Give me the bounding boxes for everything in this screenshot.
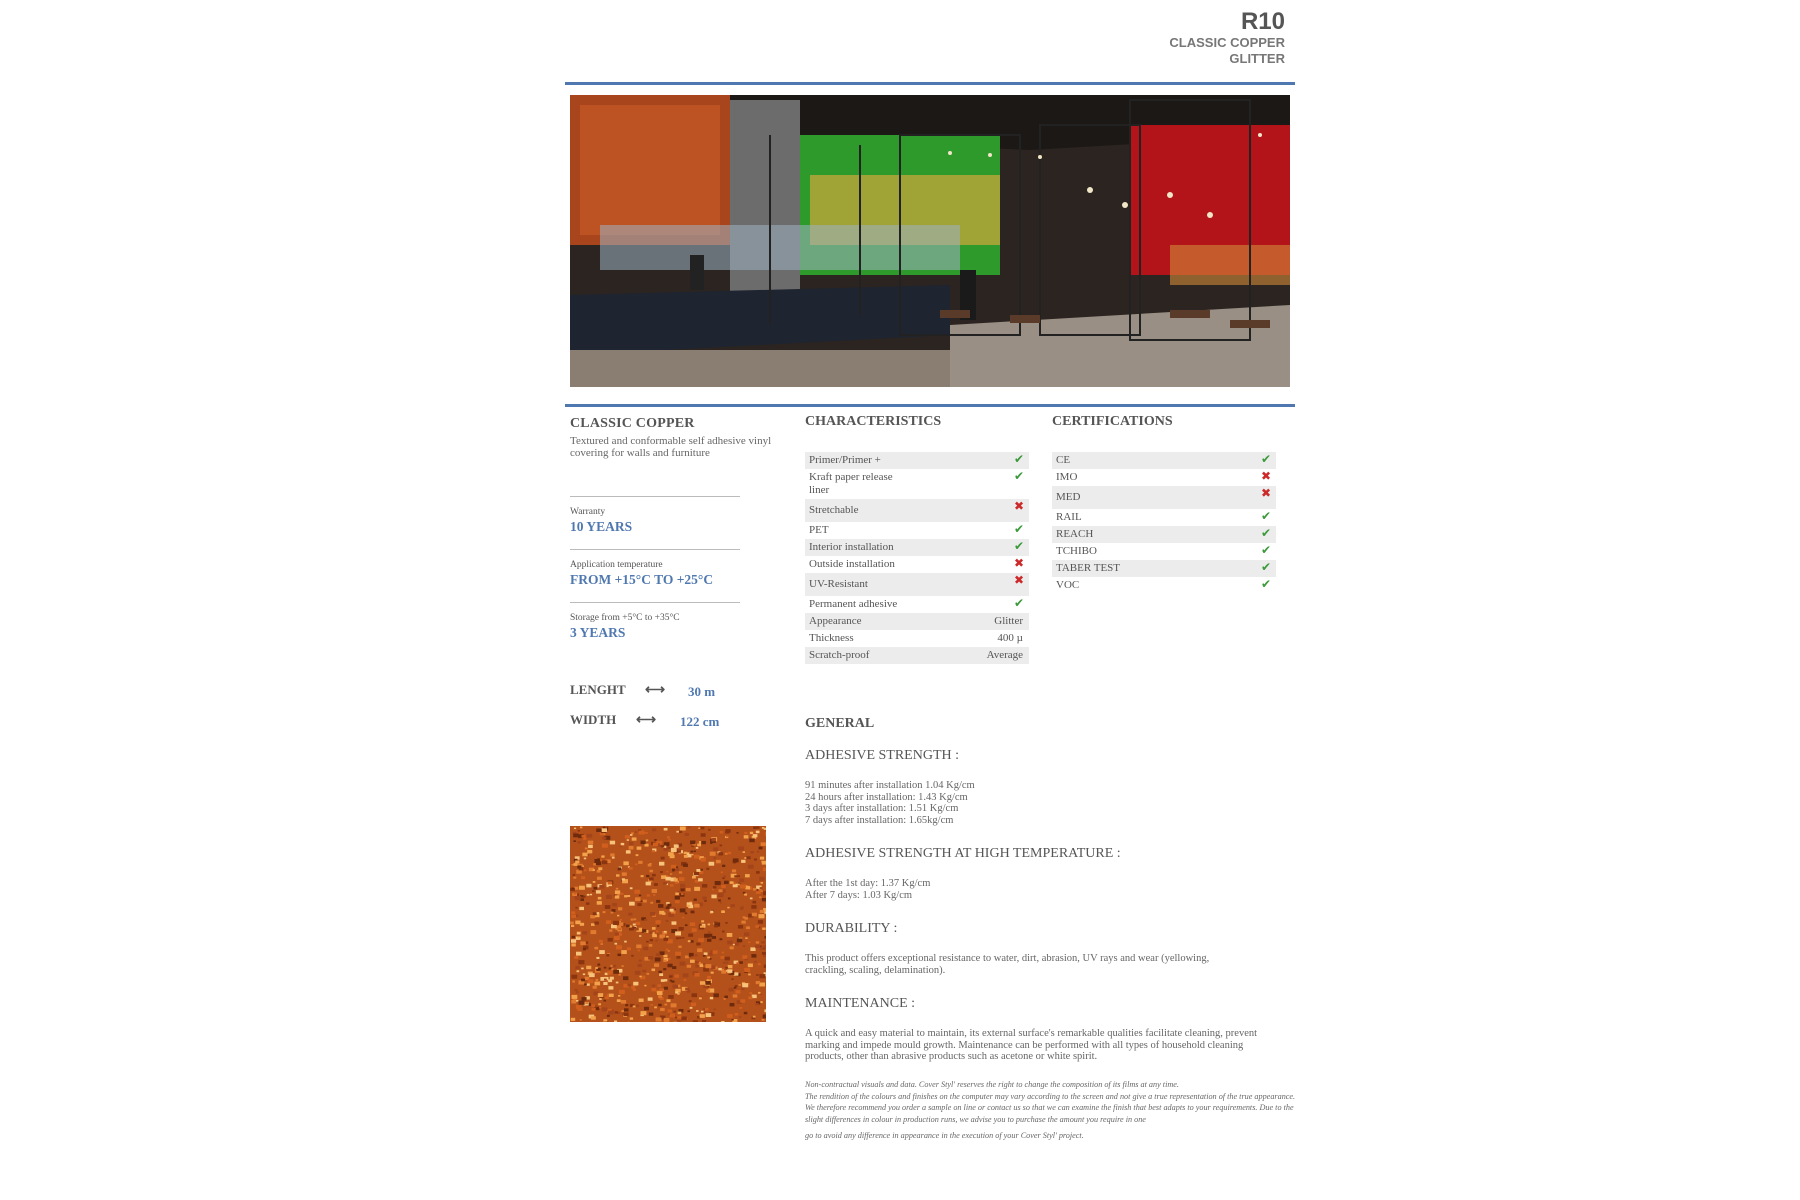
maintenance-title: MAINTENANCE : <box>805 996 916 1011</box>
characteristic-label: Kraft paper release liner <box>809 471 893 496</box>
cross-icon: ✖ <box>1013 573 1024 587</box>
certification-label: CE <box>1056 454 1071 466</box>
certification-row <box>1052 577 1276 594</box>
durability-text: This product offers exceptional resistance to water, dirt, abrasion, UV rays and wear (yellowing, crackling, scaling, delamination). <box>805 953 1210 976</box>
characteristic-label: Interior installation <box>809 541 894 553</box>
double-arrow-icon: ⟷ <box>636 713 657 728</box>
product-name-header <box>1135 35 1285 67</box>
maintenance-text: A quick and easy material to maintain, its external surface's remarkable qualities facilitate cleaning, prevent marking and impede mould growth. Maintenance can be performed with all types of household cleaning products, other than abrasive products such as acetone or white spirit. <box>805 1028 1258 1062</box>
warranty-value: 10 YEARS <box>570 519 633 534</box>
characteristic-label: Appearance <box>809 615 862 627</box>
characteristic-row <box>805 630 1029 647</box>
characteristic-row <box>805 469 1029 499</box>
adhesive-line: 91 minutes after installation 1.04 Kg/cm <box>805 780 975 791</box>
disclaimer-line2: The rendition of the colours and finishes on the computer may vary according to the screen and not give a true representation of the true appearance. We therefore recommend you order a sample on line or contact us so that we can examine the finish that best adapts to your requirements. Due to the slight differences in colour in production runs, we advise you to purchase the amount you require in one <box>805 1091 1296 1124</box>
storage-label: Storage from +5°C to +35°C <box>570 613 680 623</box>
length-value: 30 m <box>688 684 716 699</box>
length-label: LENGHT <box>570 682 626 697</box>
product-name-line2: GLITTER <box>1229 51 1285 66</box>
product-summary <box>570 416 790 459</box>
characteristic-label: Scratch-proof <box>809 649 870 661</box>
characteristics-table <box>805 452 1029 664</box>
product-name-line1: CLASSIC COPPER <box>1169 35 1285 50</box>
certification-label: RAIL <box>1056 511 1082 523</box>
adhesive-line: 24 hours after installation: 1.43 Kg/cm <box>805 791 968 803</box>
cross-icon: ✖ <box>1013 556 1024 570</box>
certification-row <box>1052 509 1276 526</box>
characteristic-row <box>805 613 1029 630</box>
check-icon: ✔ <box>1260 560 1271 574</box>
warranty-label: Warranty <box>570 507 606 517</box>
disclaimer-line3: go to avoid any difference in appearance in the execution of your Cover Styl' project. <box>805 1131 1084 1140</box>
spec-warranty <box>570 496 740 535</box>
disclaimer-line1: Non-contractual visuals and data. Cover Styl' reserves the right to change the composition of its films at any time. <box>805 1080 1179 1089</box>
characteristic-row <box>805 499 1029 522</box>
check-icon: ✔ <box>1013 539 1024 553</box>
certification-row <box>1052 560 1276 577</box>
characteristic-value: Average <box>986 649 1023 661</box>
characteristic-label: PET <box>809 524 829 536</box>
certifications-table <box>1052 452 1276 594</box>
maintenance-section <box>805 996 1295 1063</box>
characteristic-label: Permanent adhesive <box>809 598 898 610</box>
high-temperature-section <box>805 846 1295 901</box>
temperature-label: Application temperature <box>570 560 663 570</box>
check-icon: ✔ <box>1013 452 1024 466</box>
check-icon: ✔ <box>1260 543 1271 557</box>
certification-row <box>1052 469 1276 486</box>
general-title: GENERAL <box>805 716 875 731</box>
product-description: Textured and conformable self adhesive vinyl covering for walls and furniture <box>570 435 772 459</box>
certifications-title: CERTIFICATIONS <box>1052 414 1173 429</box>
disclaimer <box>805 1079 1300 1142</box>
certification-row <box>1052 543 1276 560</box>
width-value: 122 cm <box>680 714 720 729</box>
durability-title: DURABILITY : <box>805 921 898 936</box>
characteristic-value: 400 µ <box>997 632 1023 644</box>
spec-storage <box>570 602 740 641</box>
interior-photo <box>570 95 1290 387</box>
check-icon: ✔ <box>1260 526 1271 540</box>
characteristics-title: CHARACTERISTICS <box>805 414 942 429</box>
double-arrow-icon: ⟷ <box>645 683 666 698</box>
high-temperature-line: After 7 days: 1.03 Kg/cm <box>805 889 913 901</box>
width-label: WIDTH <box>570 712 617 727</box>
characteristic-row <box>805 522 1029 539</box>
check-icon: ✔ <box>1013 522 1024 536</box>
certification-label: IMO <box>1056 471 1078 483</box>
top-divider <box>565 82 1295 85</box>
copper-glitter-swatch <box>570 826 766 1022</box>
characteristic-label: UV-Resistant <box>809 578 868 590</box>
adhesive-strength-title: ADHESIVE STRENGTH : <box>805 748 959 763</box>
characteristic-row <box>805 539 1029 556</box>
certification-label: VOC <box>1056 579 1080 591</box>
certification-row <box>1052 486 1276 509</box>
certification-label: TCHIBO <box>1056 545 1097 557</box>
characteristic-label: Outside installation <box>809 558 895 570</box>
characteristic-label: Primer/Primer + <box>809 454 881 466</box>
check-icon: ✔ <box>1013 596 1024 610</box>
spec-temperature <box>570 549 740 588</box>
product-title: CLASSIC COPPER <box>570 416 695 431</box>
characteristic-row <box>805 647 1029 664</box>
high-temperature-line: After the 1st day: 1.37 Kg/cm <box>805 878 931 889</box>
storage-value: 3 YEARS <box>570 625 626 640</box>
product-sheet <box>565 0 1295 1200</box>
high-temperature-title: ADHESIVE STRENGTH AT HIGH TEMPERATURE : <box>805 846 1121 861</box>
characteristic-row <box>805 452 1029 469</box>
check-icon: ✔ <box>1260 509 1271 523</box>
characteristic-value: Glitter <box>994 615 1023 627</box>
adhesive-strength-section <box>805 748 1295 826</box>
characteristic-row <box>805 573 1029 596</box>
cross-icon: ✖ <box>1260 486 1271 500</box>
check-icon: ✔ <box>1260 452 1271 466</box>
certification-row <box>1052 452 1276 469</box>
characteristic-label: Thickness <box>809 632 854 644</box>
characteristic-label: Stretchable <box>809 504 859 516</box>
adhesive-line: 3 days after installation: 1.51 Kg/cm <box>805 803 959 814</box>
cross-icon: ✖ <box>1260 469 1271 483</box>
characteristic-row <box>805 596 1029 613</box>
length-row <box>570 682 770 700</box>
product-code: R10 <box>1240 8 1285 35</box>
middle-divider <box>565 404 1295 407</box>
certification-label: MED <box>1056 491 1081 503</box>
durability-section <box>805 921 1295 976</box>
characteristic-row <box>805 556 1029 573</box>
check-icon: ✔ <box>1260 577 1271 591</box>
certification-label: TABER TEST <box>1056 562 1121 574</box>
certification-row <box>1052 526 1276 543</box>
width-row <box>570 712 770 730</box>
check-icon: ✔ <box>1013 469 1024 483</box>
temperature-value: FROM +15°C TO +25°C <box>570 572 714 587</box>
cross-icon: ✖ <box>1013 499 1024 513</box>
adhesive-line: 7 days after installation: 1.65kg/cm <box>805 814 954 826</box>
certification-label: REACH <box>1056 528 1094 540</box>
